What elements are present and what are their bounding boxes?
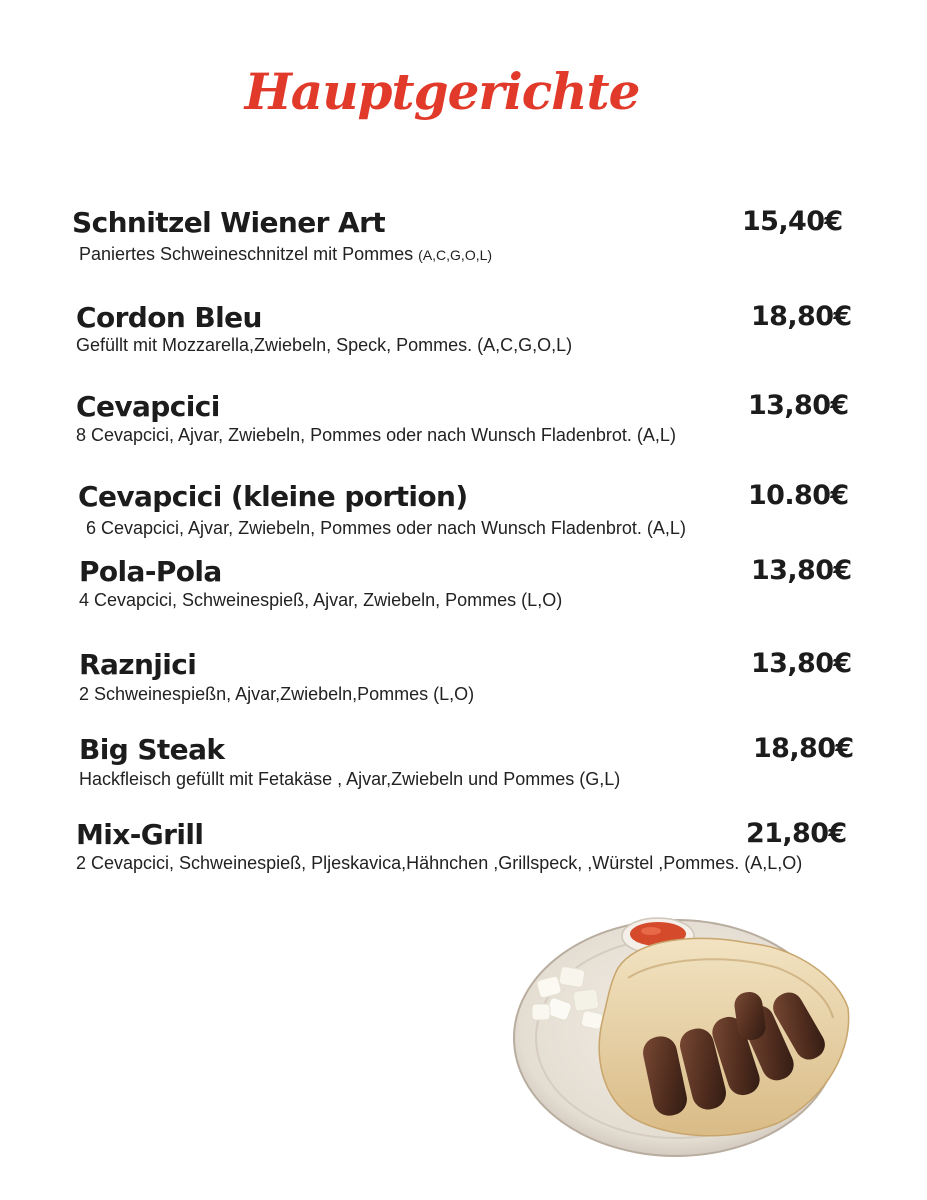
item-price: 21,80€: [746, 818, 847, 849]
item-description: Hackfleisch gefüllt mit Fetakäse , Ajvar,Zwiebeln und Pommes (G,L): [79, 769, 621, 789]
item-description: 4 Cevapcici, Schweinespieß, Ajvar, Zwiebeln, Pommes (L,O): [79, 590, 563, 610]
item-price: 18,80€: [751, 301, 852, 332]
item-price: 13,80€: [751, 555, 852, 586]
item-description: 8 Cevapcici, Ajvar, Zwiebeln, Pommes oder nach Wunsch Fladenbrot. (A,L): [76, 425, 676, 445]
item-name: Pola-Pola: [79, 555, 222, 588]
item-price: 13,80€: [751, 648, 852, 679]
item-name: Cordon Bleu: [76, 301, 262, 334]
item-name: Big Steak: [79, 733, 225, 766]
item-name: Cevapcici (kleine portion): [78, 480, 468, 513]
item-description: Gefüllt mit Mozzarella,Zwiebeln, Speck, Pommes. (A,C,G,O,L): [76, 335, 573, 355]
item-name: Raznjici: [79, 648, 197, 681]
item-price: 18,80€: [753, 733, 854, 764]
item-name: Cevapcici: [76, 390, 220, 423]
item-description: 6 Cevapcici, Ajvar, Zwiebeln, Pommes oder nach Wunsch Fladenbrot. (A,L): [86, 518, 686, 538]
item-description: 2 Cevapcici, Schweinespieß, Pljeskavica,Hähnchen ,Grillspeck, ,Würstel ,Pommes. (A,L,O): [76, 853, 803, 873]
item-price: 13,80€: [748, 390, 849, 421]
cevapcici-plate-photo: [508, 908, 858, 1163]
allergen-codes: (A,C,G,O,L): [418, 247, 493, 263]
description-text: Paniertes Schweineschnitzel mit Pommes: [79, 244, 414, 264]
item-description: 2 Schweinespießn, Ajvar,Zwiebeln,Pommes (L,O): [79, 684, 475, 704]
item-price: 15,40€: [742, 206, 843, 237]
page-title: Hauptgerichte: [244, 62, 640, 121]
item-description: [79, 244, 492, 265]
item-price: 10.80€: [748, 480, 849, 511]
item-name: Schnitzel Wiener Art: [72, 206, 386, 239]
item-name: Mix-Grill: [76, 818, 204, 851]
